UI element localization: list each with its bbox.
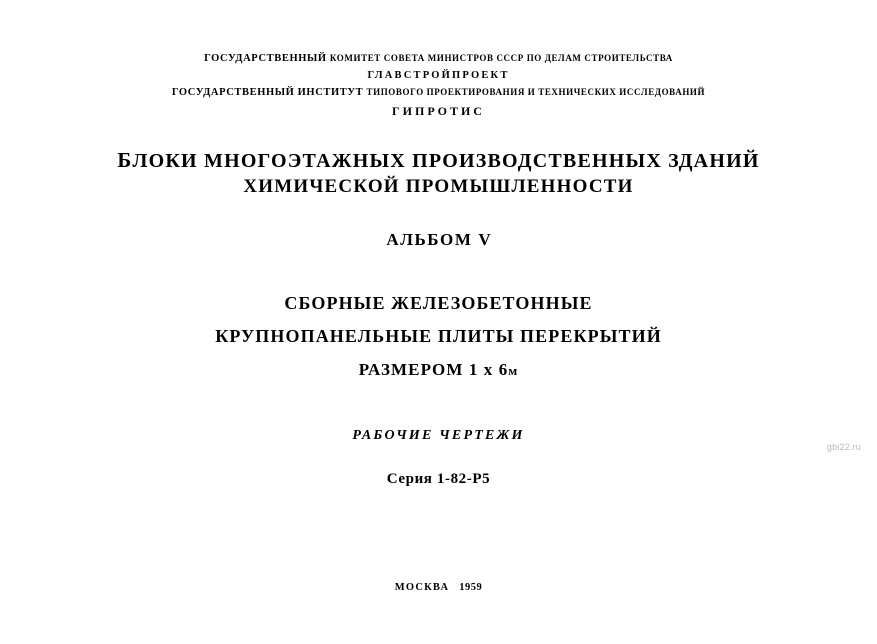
subtitle-line-2: КРУПНОПАНЕЛЬНЫЕ ПЛИТЫ ПЕРЕКРЫТИЙ	[215, 326, 662, 346]
title-line-1-rest: ЛОКИ МНОГОЭТАЖНЫХ ПРОИЗВОДСТВЕННЫХ ЗДАНИЙ	[132, 150, 760, 172]
org-committee-rest: КОМИТЕТ СОВЕТА МИНИСТРОВ СССР ПО ДЕЛАМ СТРОИТЕЛЬСТВА	[329, 53, 673, 63]
org-line-institute	[0, 84, 877, 101]
issuing-organization-block	[0, 50, 877, 121]
title-line-1-initial: Б	[117, 148, 133, 172]
album-label: АЛЬБОМ	[386, 230, 473, 249]
document-subtitle-block	[0, 287, 877, 387]
title-line-1	[0, 148, 877, 174]
subtitle-dimension: РАЗМЕРОМ 1 х 6	[358, 360, 509, 379]
org-institute-main: ГОСУДАРСТВЕННЫЙ ИНСТИТУТ	[171, 87, 364, 98]
imprint-line	[0, 582, 877, 593]
imprint-year: 1959	[459, 582, 483, 593]
org-committee-main: ГОСУДАРСТВЕННЫЙ	[204, 53, 327, 64]
document-title-block	[0, 148, 877, 199]
album-designation	[0, 230, 877, 250]
org-line-giprotis: ГИПРОТИС	[392, 104, 485, 118]
watermark-text: gbi22.ru	[826, 442, 861, 452]
org-line-committee	[0, 50, 877, 67]
org-line-glavstroyproekt: ГЛАВСТРОЙПРОЕКТ	[367, 70, 510, 81]
series-designation: Серия 1-82-Р5	[386, 471, 491, 487]
title-line-2: ХИМИЧЕСКОЙ ПРОМЫШЛЕННОСТИ	[243, 176, 634, 197]
imprint-city: МОСКВА	[394, 582, 450, 593]
subtitle-line-1: СБОРНЫЕ ЖЕЛЕЗОБЕТОННЫЕ	[284, 293, 593, 313]
subtitle-dimension-unit: м	[508, 363, 519, 378]
working-drawings-label: РАБОЧИЕ ЧЕРТЕЖИ	[352, 428, 525, 443]
subtitle-line-3	[0, 353, 877, 387]
org-institute-rest: ТИПОВОГО ПРОЕКТИРОВАНИЯ И ТЕХНИЧЕСКИХ ИССЛЕДОВАНИЙ	[366, 87, 706, 97]
album-number: V	[478, 230, 491, 249]
